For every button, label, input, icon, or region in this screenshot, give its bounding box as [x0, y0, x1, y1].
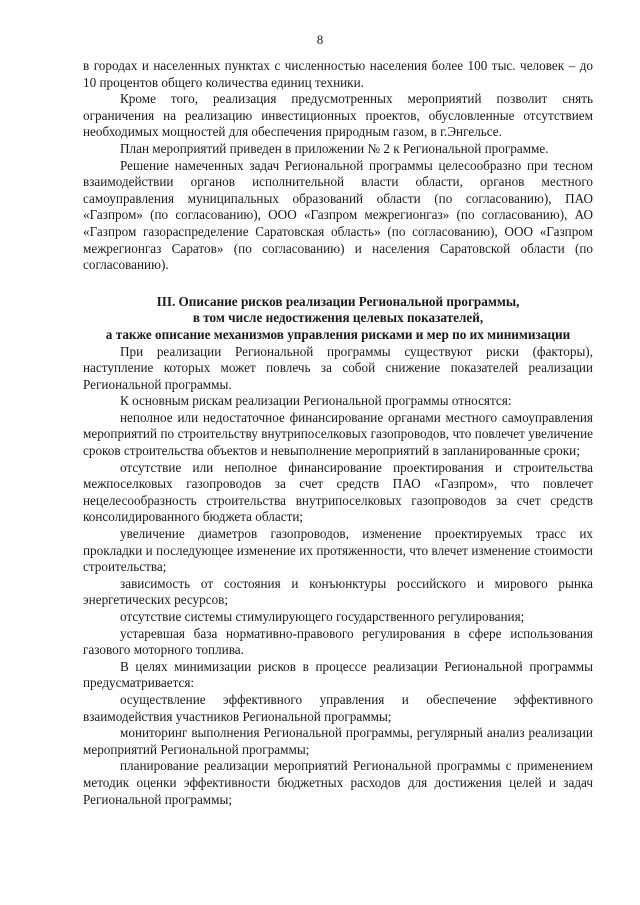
section-heading-line: а также описание механизмов управления рисками и мер по их минимизации — [105, 326, 571, 342]
paragraph: В целях минимизации рисков в процессе реализации Региональной программы предусматривается: — [83, 658, 593, 691]
risk-item: неполное или недостаточное финансирование органами местного самоуправления мероприятий по строительству внутрипоселковых газопроводов, что повлечет увеличение сроков строительства объектов и невыполнение мероприятий в запланированные сроки; — [83, 409, 593, 459]
paragraph: При реализации Региональной программы существуют риски (факторы), наступление которых может повлечь за собой снижение показателей реализации Региональной программы. — [83, 343, 593, 392]
section-heading — [83, 274, 593, 344]
paragraph: в городах и населенных пунктах с численностью населения более 100 тыс. человек – до 10 процентов общего количества единиц техники. — [83, 58, 593, 90]
risk-item: увеличение диаметров газопроводов, изменение проектируемых трасс их прокладки и последующее изменение их протяженности, что влечет изменение стоимости строительства; — [83, 526, 593, 575]
risk-item: отсутствие или неполное финансирование проектирования и строительства межпоселковых газопроводов за счет средств ПАО «Газпром», что повлечет нецелесообразность строительства внутрипоселковых газопроводов за счет средств консолидированного бюджета области; — [83, 459, 593, 525]
measure-item: планирование реализации мероприятий Региональной программы с применением методик оценки эффективности бюджетных расходов для достижения целей и задач Региональной программы; — [83, 758, 593, 807]
section-heading-line: в том числе недостижения целевых показателей, — [192, 310, 484, 326]
paragraph: Решение намеченных задач Региональной программы целесообразно при тесном взаимодействии органов исполнительной власти области, органов местного самоуправления муниципальных образований области (по согласованию), ПАО «Газпром» (по согласованию), ООО «Газпром межрегионгаз» (по согласованию), АО «Газпром газораспределение Саратовская область» (по согласованию), ООО «Газпром межрегионгаз Саратов» (по согласованию) и населения Саратовской области (по согласованию). — [83, 157, 593, 273]
paragraph: Кроме того, реализация предусмотренных мероприятий позволит снять ограничения на реализацию инвестиционных проектов, обусловленные отсутствием необходимых мощностей для обеспечения природным газом, в г.Энгельсе. — [83, 91, 593, 140]
paragraph: План мероприятий приведен в приложении № 2 к Региональной программе. — [120, 140, 549, 156]
paragraph: К основным рискам реализации Региональной программы относятся: — [120, 393, 512, 409]
risk-item: отсутствие системы стимулирующего государственного регулирования; — [120, 609, 525, 624]
risk-item: зависимость от состояния и конъюнктуры российского и мирового рынка энергетических ресурсов; — [83, 575, 593, 608]
measure-item: мониторинг выполнения Региональной программы, регулярный анализ реализации мероприятий Региональной программы; — [83, 725, 593, 757]
document-body — [83, 58, 593, 808]
section-heading-line: III. Описание рисков реализации Региональной программы, — [156, 293, 520, 309]
page-number: 8 — [316, 32, 324, 47]
measure-item: осуществление эффективного управления и обеспечение эффективного взаимодействия участников Региональной программы; — [83, 691, 593, 724]
risk-item: устаревшая база нормативно-правового регулирования в сфере использования газового моторного топлива. — [83, 625, 593, 658]
